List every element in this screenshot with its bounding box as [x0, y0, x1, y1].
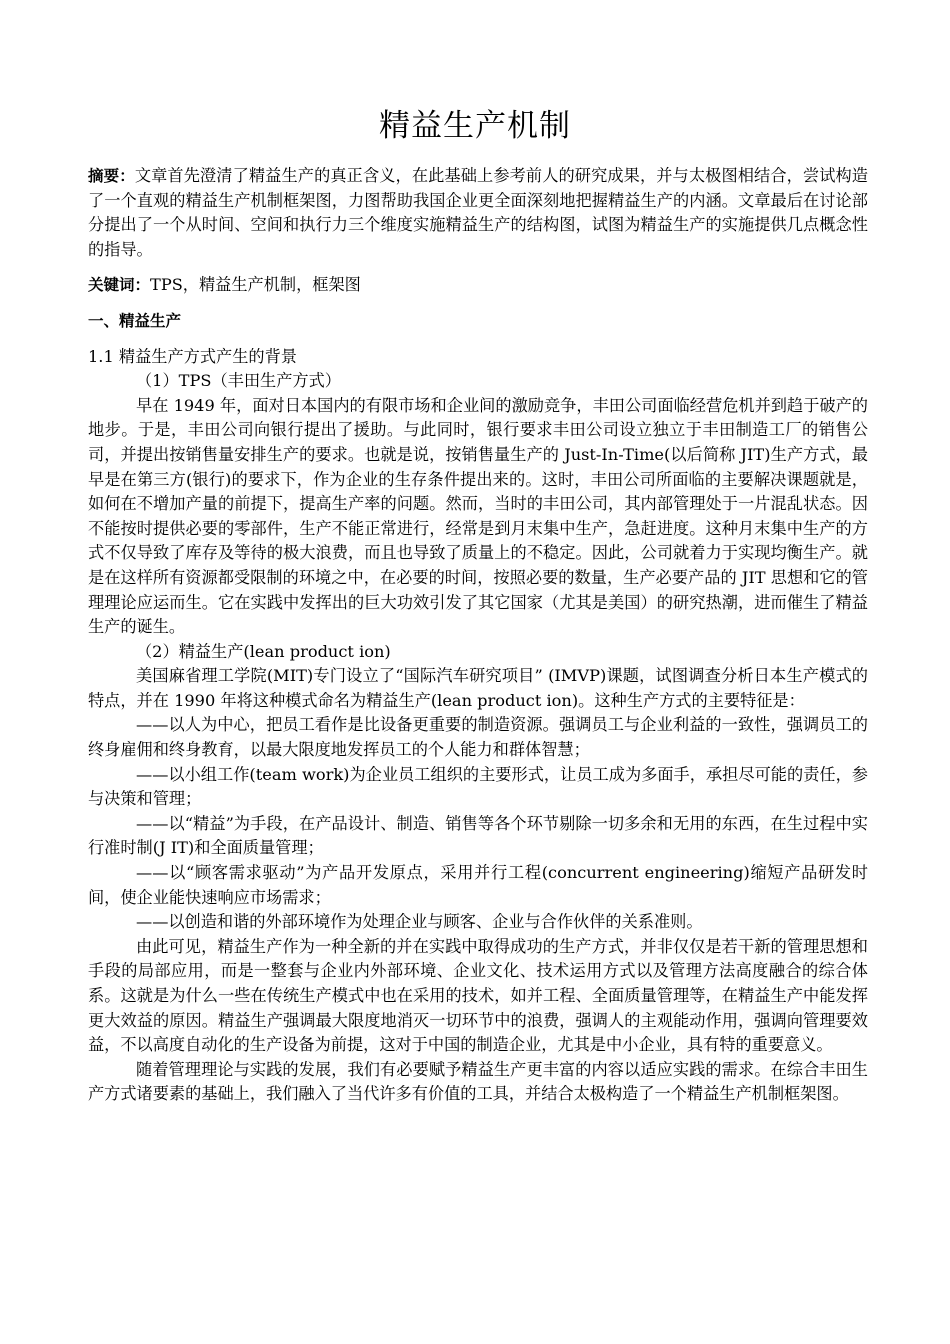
feature-item: ——以“精益”为手段，在产品设计、制造、销售等各个环节剔除一切多余和无用的东西，在生过程中实行准时制(J IT)和全面质量管理； — [88, 813, 868, 858]
body-paragraph-tps: 早在 1949 年，面对日本国内的有限市场和企业间的激励竞争，丰田公司面临经营危机并到趋于破产的地步。于是，丰田公司向银行提出了援助。与此同时，银行要求丰田公司设立独立于丰田制造工厂的销售公司，并提出按销售量安排生产的要求。也就是说，按销售量生产的 Just-In-Time(以后简称 JIT)生产方式，最早是在第三方(银行)的要求下，作为企业的生存条件提出来的。这时，丰田公司所面临的主要解决课题就是，如何在不增加产量的前提下，提高生产率的问题。然而，当时的丰田公司，其内部管理处于一片混乱状态。因不能按时提供必要的零部件，生产不能正常进行，经常是到月末集中生产，急赶进度。这种月末集中生产的方式不仅导致了库存及等待的极大浪费，而且也导致了质量上的不稳定。因此，公司就着力于实现均衡生产。就是在这样所有资源都受限制的环境之中，在必要的时间，按照必要的数量，生产必要产品的 JIT 思想和它的管理理论应运而生。它在实践中发挥出的巨大功效引发了其它国家（尤其是美国）的研究热潮，进而催生了精益生产的诞生。 — [88, 395, 868, 637]
document-title: 精益生产机制 — [379, 108, 571, 144]
body-paragraph-lean: 美国麻省理工学院(MIT)专门设立了“国际汽车研究项目” (IMVP)课题，试图调查分析日本生产模式的特点，并在 1990 年将这种模式命名为精益生产(lean product ion)。这种生产方式的主要特征是： — [88, 666, 868, 710]
keywords-paragraph — [88, 273, 868, 298]
feature-item: ——以人为中心，把员工看作是比设备更重要的制造资源。强调员工与企业利益的一致性，强调员工的终身雇佣和终身教育，以最大限度地发挥员工的个人能力和群体智慧； — [88, 715, 868, 760]
abstract-label: 摘要： — [88, 167, 135, 185]
item-heading-tps: （1）TPS（丰田生产方式） — [136, 371, 341, 391]
body-paragraph-conclusion: 由此可见，精益生产作为一种全新的并在实践中取得成功的生产方式，并非仅仅是若干新的管理思想和手段的局部应用，而是一整套与企业内外部环境、企业文化、技术运用方式以及管理方法高度融合的综合体系。这就是为什么一些在传统生产模式中也在采用的技术，如并工程、全面质量管理等，在精益生产中能发挥更大效益的原因。精益生产强调最大限度地消灭一切环节中的浪费，强调人的主观能动作用，强调向管理要效益，不以高度自动化的生产设备为前提，这对于中国的制造企业，尤其是中小企业，具有特的重要意义。 — [88, 936, 868, 1055]
feature-item: ——以创造和谐的外部环境作为处理企业与顾客、企业与合作伙伴的关系准则。 — [136, 912, 703, 932]
item-heading-lean: （2）精益生产(lean product ion) — [136, 641, 391, 661]
subsection-heading-1-1: 1.1 精益生产方式产生的背景 — [88, 346, 297, 366]
abstract-text: 文章首先澄清了精益生产的真正含义，在此基础上参考前人的研究成果，并与太极图相结合，尝试构造了一个直观的精益生产机制框架图，力图帮助我国企业更全面深刻地把握精益生产的内涵。文章最后在讨论部分提出了一个从时间、空间和执行力三个维度实施精益生产的结构图，试图为精益生产的实施提供几点概念性的指导。 — [88, 166, 868, 259]
document-body — [88, 164, 868, 1107]
feature-item: ——以“顾客需求驱动”为产品开发原点，采用并行工程(concurrent engineering)缩短产品研发时间，使企业能快速响应市场需求； — [88, 863, 868, 907]
section-heading-1: 一、精益生产 — [88, 311, 182, 330]
keywords-label: 关键词： — [88, 276, 151, 295]
abstract-paragraph — [88, 164, 868, 262]
keywords-text: TPS，精益生产机制，框架图 — [150, 275, 361, 295]
body-paragraph-final: 随着管理理论与实践的发展，我们有必要赋予精益生产更丰富的内容以适应实践的需求。在综合丰田生产方式诸要素的基础上，我们融入了当代许多有价值的工具，并结合太极构造了一个精益生产机制框架图。 — [88, 1059, 868, 1104]
feature-item: ——以小组工作(team work)为企业员工组织的主要形式，让员工成为多面手，承担尽可能的责任，参与决策和管理； — [88, 764, 868, 809]
